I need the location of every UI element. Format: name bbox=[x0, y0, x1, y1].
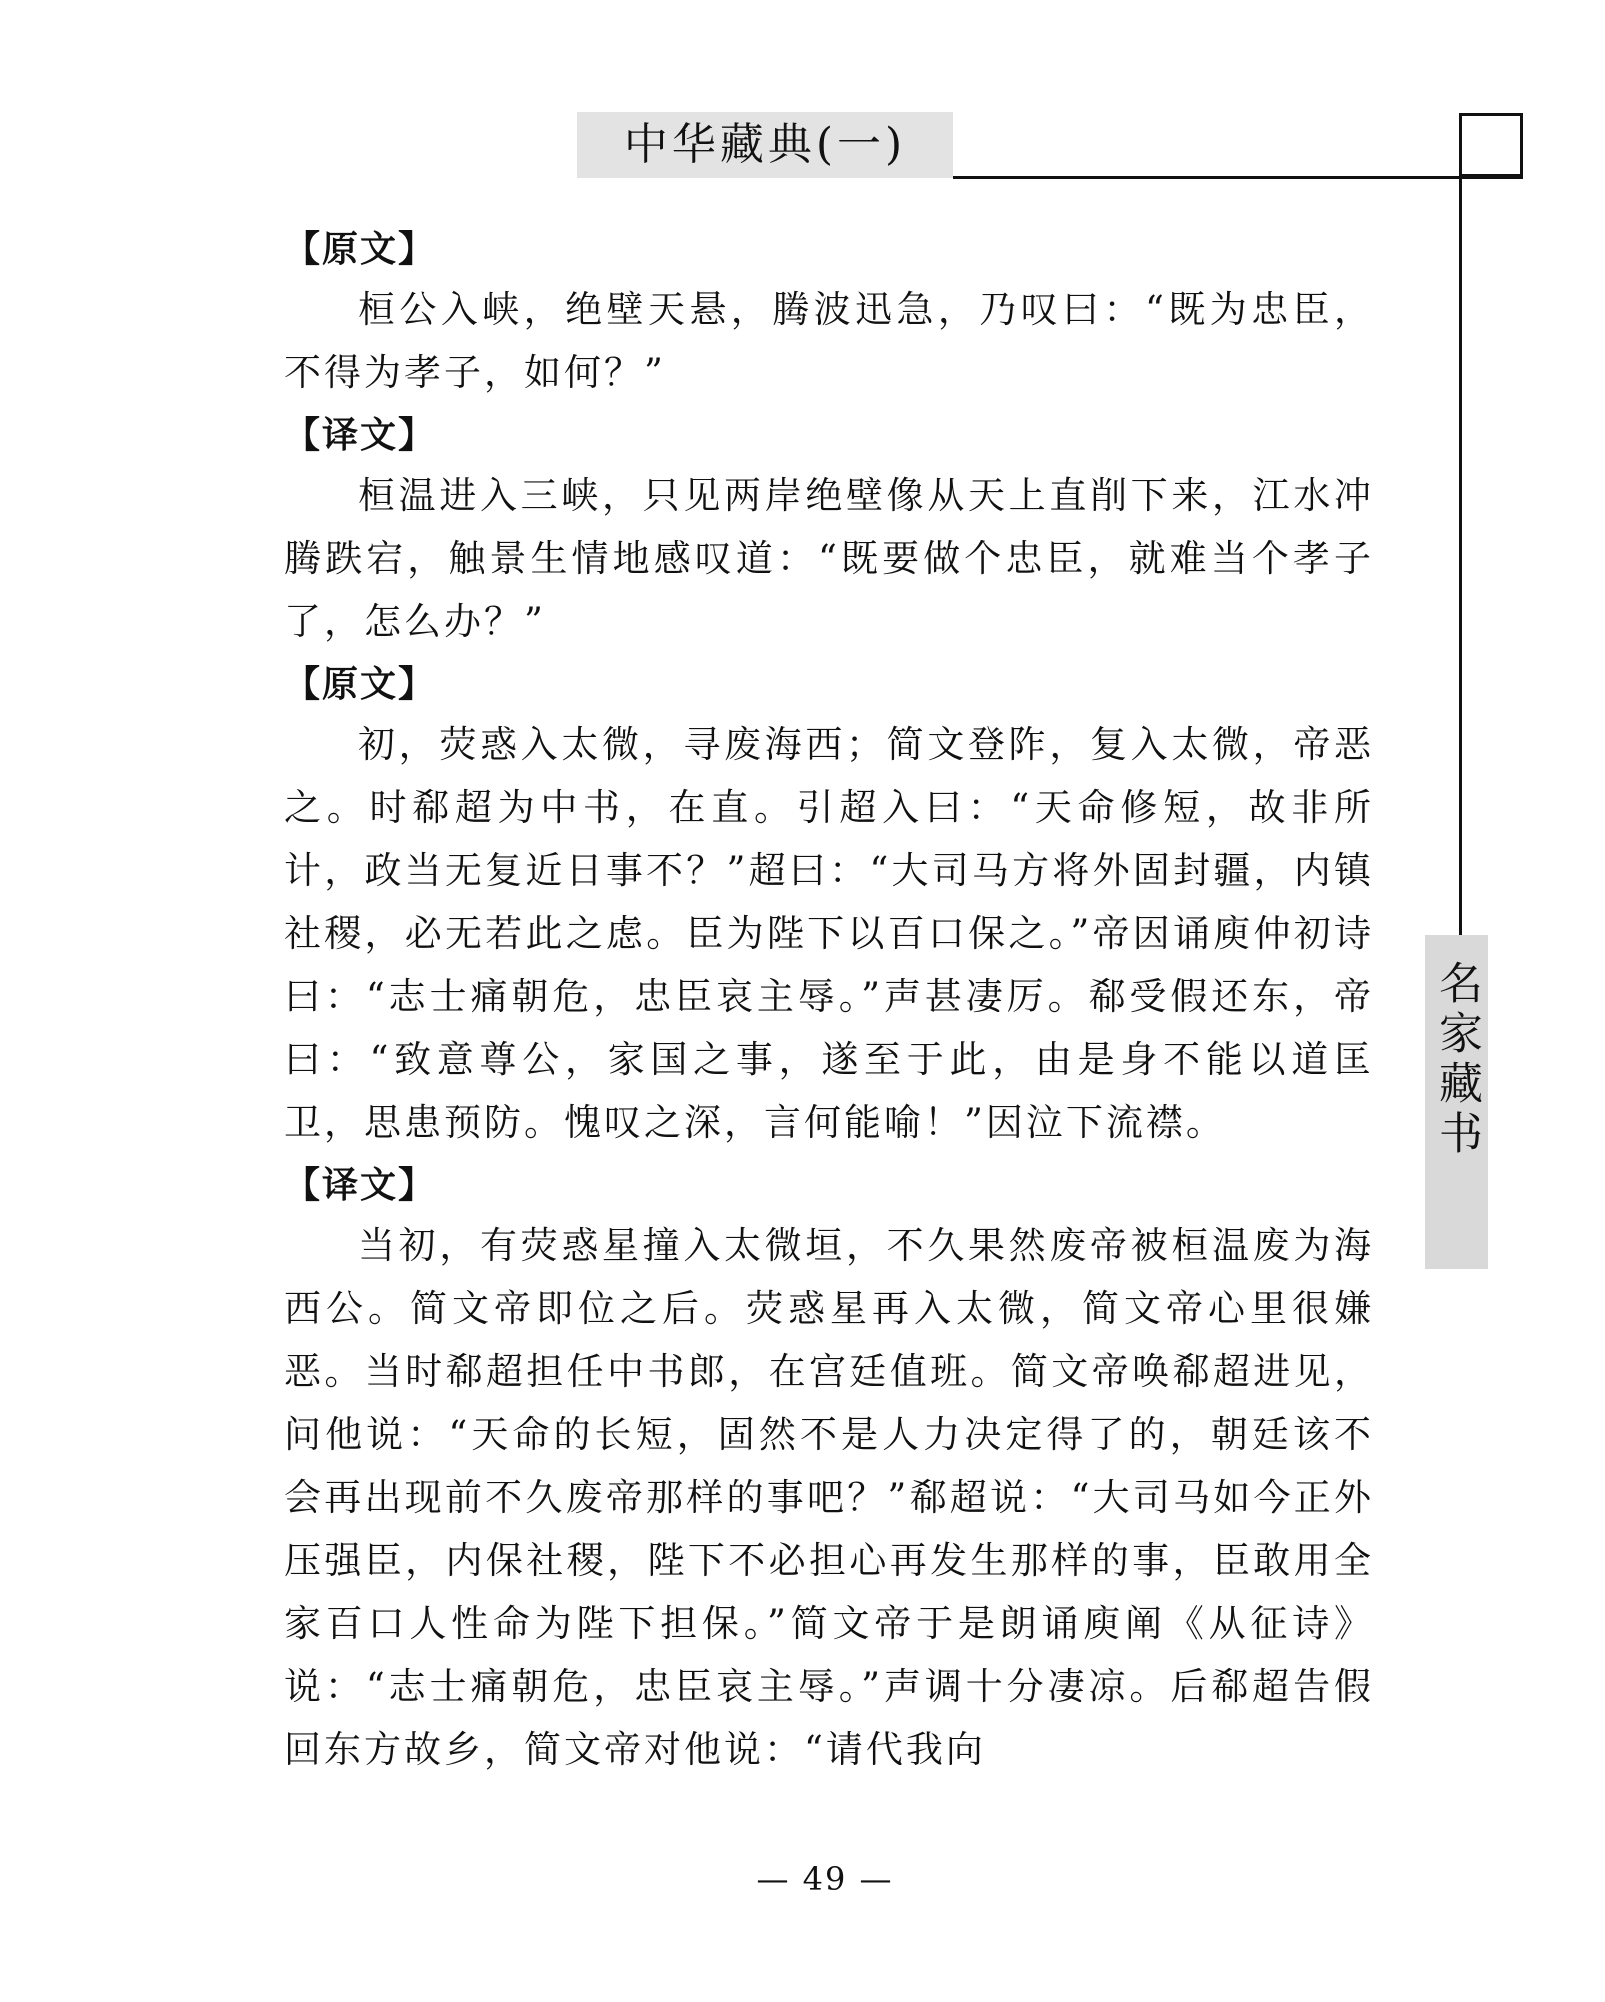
section-heading: 【译文】 bbox=[284, 1165, 437, 1206]
section-heading: 【原文】 bbox=[284, 664, 437, 705]
header-rule bbox=[953, 176, 1523, 179]
page-body bbox=[284, 218, 1374, 1781]
page-number: — 49 — bbox=[756, 1860, 894, 1898]
section-paragraph: 初，荧惑入太微，寻废海西；简文登阼，复入太微，帝恶之。时郗超为中书，在直。引超入曰：“天命修短，故非所计，政当无复近日事不？”超曰：“大司马方将外固封疆，内镇社稷，必无若此之虑。臣为陛下以百口保之。”帝因诵庾仲初诗曰：“志士痛朝危，忠臣哀主辱。”声甚凄厉。郗受假还东，帝曰：“致意尊公，家国之事，遂至于此，由是身不能以道匡卫，思患预防。愧叹之深，言何能喻！”因泣下流襟。 bbox=[284, 723, 1374, 1144]
section-original-1 bbox=[284, 228, 1374, 404]
section-original-2 bbox=[284, 663, 1374, 1154]
section-paragraph: 桓公入峡，绝壁天悬，腾波迅急，乃叹曰：“既为忠臣，不得为孝子，如何？” bbox=[284, 288, 1374, 394]
section-translation-2 bbox=[284, 1164, 1374, 1781]
side-vertical-rule bbox=[1459, 113, 1462, 938]
section-paragraph: 桓温进入三峡，只见两岸绝壁像从天上直削下来，江水冲腾跌宕，触景生情地感叹道：“既要做个忠臣，就难当个孝子了，怎么办？” bbox=[284, 474, 1374, 643]
book-title: 中华藏典(一) bbox=[623, 119, 907, 170]
corner-box bbox=[1459, 113, 1523, 177]
section-translation-1 bbox=[284, 414, 1374, 653]
section-paragraph: 当初，有荧惑星撞入太微垣，不久果然废帝被桓温废为海西公。简文帝即位之后。荧惑星再入太微，简文帝心里很嫌恶。当时郗超担任中书郎，在宫廷值班。简文帝唤郗超进见，问他说：“天命的长短，固然不是人力决定得了的，朝廷该不会再出现前不久废帝那样的事吧？”郗超说：“大司马如今正外压强臣，内保社稷，陛下不必担心再发生那样的事，臣敢用全家百口人性命为陛下担保。”简文帝于是朗诵庾阐《从征诗》说：“志士痛朝危，忠臣哀主辱。”声调十分凄凉。后郗超告假回东方故乡，简文帝对他说：“请代我向 bbox=[284, 1224, 1374, 1771]
side-tab-label: 名家藏书 bbox=[1431, 960, 1482, 1160]
section-heading: 【原文】 bbox=[284, 229, 437, 270]
section-heading: 【译文】 bbox=[284, 415, 437, 456]
